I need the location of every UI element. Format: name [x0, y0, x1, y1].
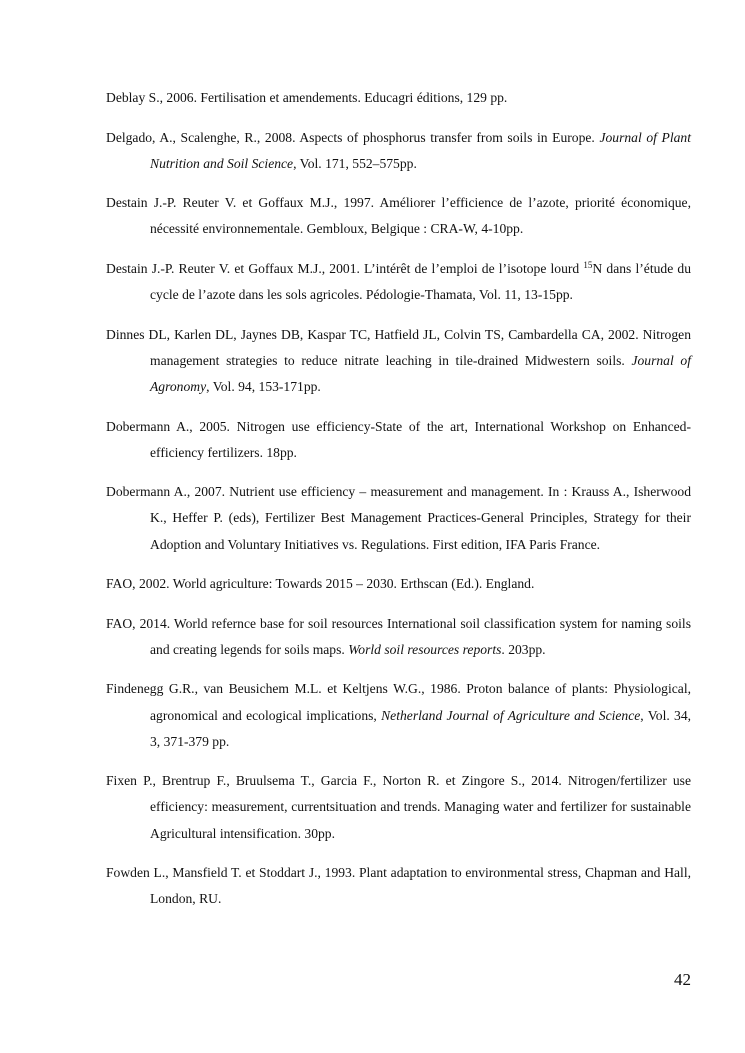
reference-text: Delgado, A., Scalenghe, R., 2008. Aspects of phosphorus transfer from soils in Europe. [106, 129, 600, 145]
reference-entry [106, 571, 691, 597]
reference-text: Destain J.-P. Reuter V. et Goffaux M.J., 1997. Améliorer l’efficience de l’azote, priorité économique, nécessité environnementale. Gembloux, Belgique : CRA-W, 4-10pp. [106, 195, 691, 237]
reference-text: Fowden L., Mansfield T. et Stoddart J., 1993. Plant adaptation to environmental stress, Chapman and Hall, London, RU. [106, 865, 691, 907]
journal-title: Journal of Plant Nutrition and Soil Science [150, 129, 691, 171]
reference-entry [106, 190, 691, 242]
page-number: 42 [674, 970, 691, 989]
journal-title: Journal of Agronomy [150, 352, 691, 395]
reference-text: . 203pp. [501, 641, 546, 657]
isotope-superscript: 15 [583, 259, 593, 270]
reference-text: FAO, 2014. World refernce base for soil resources International soil classification system for naming soils and creating legends for soils maps. [106, 615, 691, 657]
reference-text: , Vol. 171, 552–575pp. [293, 155, 417, 171]
reference-text: N dans l’étude du cycle de l’azote dans les sols agricoles. Pédologie-Thamata, Vol. 11, 13-15pp. [150, 260, 692, 303]
reference-entry [106, 768, 691, 847]
reference-entry [106, 256, 691, 308]
reference-entry [106, 860, 691, 912]
reference-text: , Vol. 94, 153-171pp. [206, 379, 321, 395]
reference-text: Dobermann A., 2007. Nutrient use efficiency – measurement and management. In : Krauss A., Isherwood K., Heffer P. (eds), Fertilizer Best Management Practices-General Principles, Strategy for their Adoption and Voluntary Initiatives vs. Regulations. First edition, IFA Paris France. [106, 484, 691, 552]
reference-entry [106, 85, 691, 111]
journal-title: World soil resources reports [348, 641, 502, 657]
reference-text: Dinnes DL, Karlen DL, Jaynes DB, Kaspar TC, Hatfield JL, Colvin TS, Cambardella CA, 2002. Nitrogen management strategies to reduce nitrate leaching in tile-drained Midwestern soils. [106, 326, 691, 368]
journal-title: Netherland Journal of Agriculture and Science [381, 707, 641, 723]
reference-text: Dobermann A., 2005. Nitrogen use efficiency-State of the art, International Workshop on Enhanced-efficiency fertilizers. 18pp. [106, 418, 691, 460]
reference-text: Destain J.-P. Reuter V. et Goffaux M.J., 2001. L’intérêt de l’emploi de l’isotope lourd [106, 260, 584, 276]
reference-entry [106, 125, 691, 177]
reference-entry [106, 611, 691, 663]
reference-text: Findenegg G.R., van Beusichem M.L. et Keltjens W.G., 1986. Proton balance of plants: Physiological, agronomical and ecological implications, [106, 681, 691, 723]
reference-entry [106, 676, 691, 755]
reference-text: FAO, 2002. World agriculture: Towards 2015 – 2030. Erthscan (Ed.). England. [106, 576, 535, 592]
reference-list [106, 85, 691, 926]
reference-entry [106, 322, 691, 401]
reference-text: Deblay S., 2006. Fertilisation et amendements. Educagri éditions, 129 pp. [106, 90, 508, 105]
reference-text: Fixen P., Brentrup F., Bruulsema T., Garcia F., Norton R. et Zingore S., 2014. Nitrogen/fertilizer use efficiency: measurement, currentsituation and trends. Managing water and fertilizer for sustainable Agricultural intensification. 30pp. [106, 773, 691, 841]
reference-entry [106, 479, 691, 558]
reference-text: , Vol. 34, 3, 371-379 pp. [150, 707, 692, 749]
reference-entry [106, 414, 691, 466]
